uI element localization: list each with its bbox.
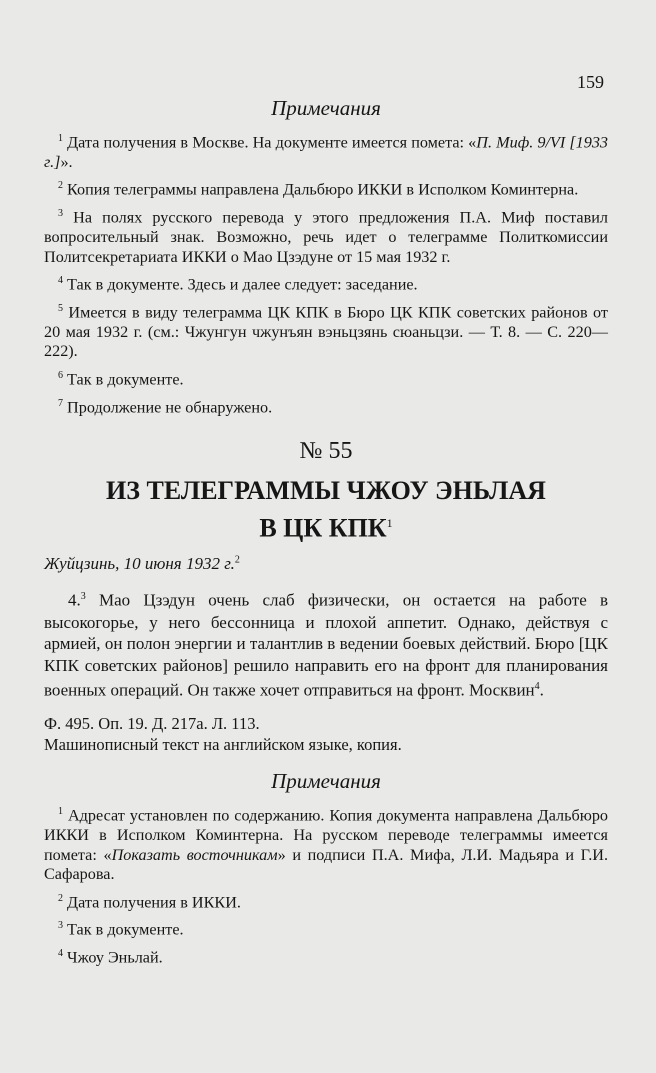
document-title	[44, 475, 608, 545]
note-text: Продолжение не обнаружено.	[67, 398, 273, 417]
page-content	[44, 96, 608, 972]
paragraph-prefix: 4.	[68, 591, 81, 611]
paragraph-end: .	[539, 680, 544, 700]
footnote-marker: 3	[80, 591, 86, 603]
note-text: » и подписи П.А. Мифа, Л.И. Мадьяра и Г.И. Сафарова.	[44, 845, 608, 884]
note-item	[44, 366, 608, 390]
note-item	[44, 916, 608, 940]
note-text: Дата получения в Москве. На документе имеется помета: «	[67, 133, 477, 152]
note-number: 1	[58, 806, 63, 818]
document-title-text: В ЦК КПК	[259, 513, 387, 543]
note-text: Адресат установлен по содержанию. Копия документа направлена Дальбюро ИККИ в Исполком Коминтерна. На русском переводе телеграммы имеется помета: «	[44, 806, 609, 864]
paragraph-text: Мао Цзэдун очень слаб физически, он остается на работе в высокогорье, у него бессонница и плохой аппетит. Однако, действуя с армией, он полон энергии и талантлив в ведении боевых действий. Бюро [ЦК КПК советских районов] решило направить его на фронт для планирования военных операций. Он также хочет отправиться на фронт. Москвин	[44, 591, 608, 700]
page-number: 159	[577, 72, 604, 92]
document-paragraph	[44, 586, 608, 701]
note-text: Копия телеграммы направлена Дальбюро ИККИ в Исполком Коминтерна.	[67, 180, 579, 199]
note-text: Так в документе. Здесь и далее следует: заседание.	[67, 275, 418, 294]
place-date-text: Жуйцзинь, 10 июня 1932 г.	[44, 554, 235, 574]
note-item	[44, 889, 608, 913]
note-number: 2	[58, 892, 63, 904]
note-item	[44, 802, 608, 884]
note-text: Так в документе.	[67, 920, 184, 939]
note-number: 7	[58, 397, 63, 409]
note-text-italic: Показать восточникам	[111, 845, 278, 864]
document-title-line-2	[44, 507, 608, 545]
document-title-line-1: ИЗ ТЕЛЕГРАММЫ ЧЖОУ ЭНЬЛАЯ	[106, 475, 546, 505]
note-number: 4	[58, 948, 63, 960]
notes-heading: Примечания	[271, 769, 381, 794]
note-text: ».	[60, 152, 73, 171]
note-number: 3	[58, 920, 63, 932]
notes-heading: Примечания	[271, 96, 381, 120]
note-text: Дата получения в ИККИ.	[67, 892, 241, 911]
footnote-marker: 4	[534, 681, 540, 693]
note-item	[44, 129, 608, 172]
archive-reference: Ф. 495. Оп. 19. Д. 217а. Л. 113.	[44, 714, 260, 734]
note-text: Имеется в виду телеграмма ЦК КПК в Бюро ЦК КПК советских районов от 20 мая 1932 г. (см.: Чжунгун чжунъян вэньцзянь сюаньцзи. — Т. 8. — С. 220—222).	[44, 303, 608, 361]
note-text-italic: П. Миф. 9/VI [1933 г.]	[44, 133, 609, 171]
note-item	[44, 394, 608, 418]
note-item	[44, 944, 608, 968]
note-number: 1	[58, 133, 63, 144]
archive-description: Машинописный текст на английском языке, копия.	[44, 735, 402, 755]
note-number: 3	[58, 208, 63, 220]
note-item	[44, 176, 608, 200]
footnote-marker: 1	[386, 515, 393, 530]
footnote-marker: 2	[234, 554, 240, 566]
note-item	[44, 299, 608, 362]
note-text: На полях русского перевода у этого предложения П.А. Миф поставил вопросительный знак. Возможно, речь идет о телеграмме Политкомиссии Политсекретариата ИККИ о Мао Цзэдуне от 15 мая 1932 г.	[44, 208, 608, 266]
note-text: Чжоу Эньлай.	[67, 948, 163, 967]
note-text: Так в документе.	[67, 370, 184, 389]
document-number: № 55	[299, 437, 353, 464]
note-number: 4	[58, 275, 63, 287]
note-number: 5	[58, 303, 63, 315]
note-item	[44, 271, 608, 295]
note-number: 6	[58, 369, 63, 381]
place-date	[44, 554, 608, 574]
note-number: 2	[58, 180, 63, 192]
note-item	[44, 204, 608, 267]
